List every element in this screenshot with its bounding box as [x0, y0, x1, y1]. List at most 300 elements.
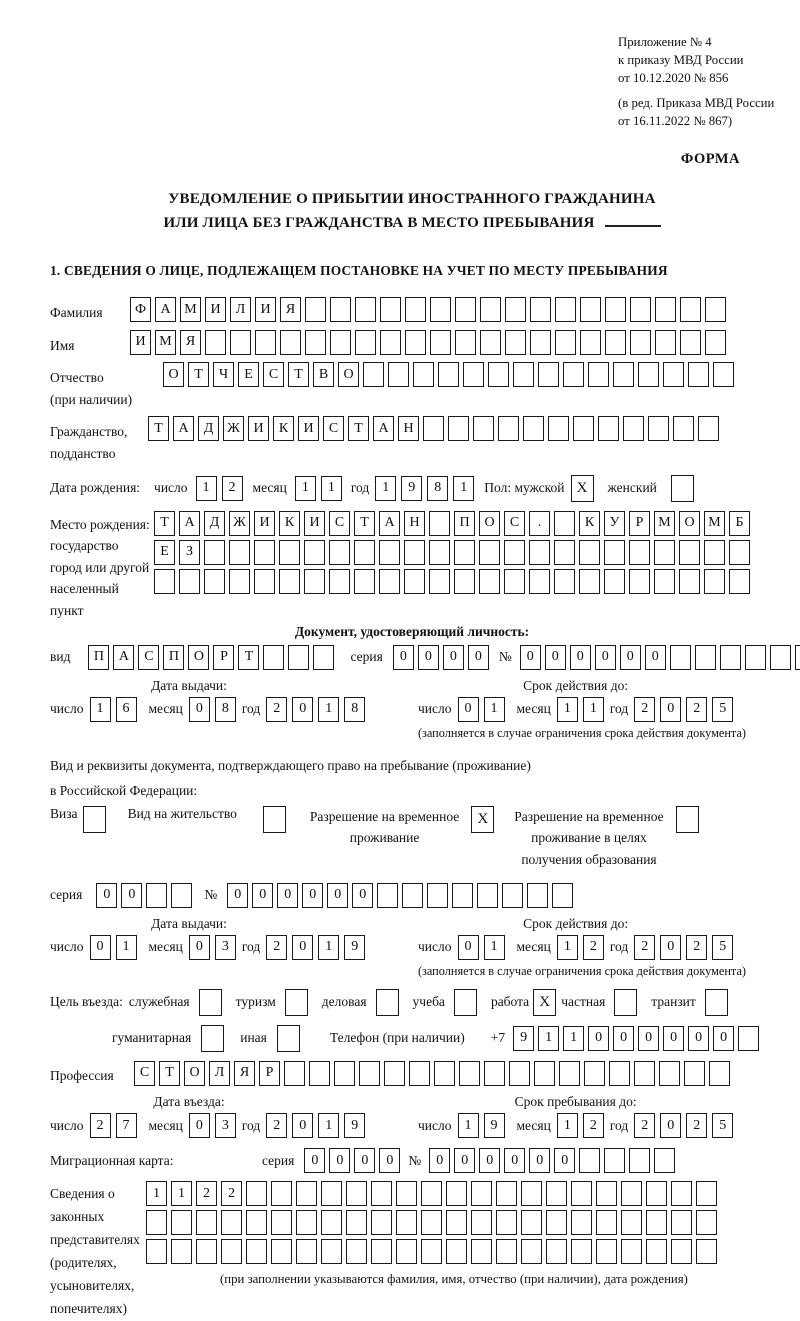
char-box[interactable] [605, 297, 626, 322]
char-box[interactable] [421, 1210, 442, 1235]
purpose-private-checkbox[interactable] [614, 989, 637, 1016]
char-box[interactable] [484, 1061, 505, 1086]
char-box[interactable] [548, 416, 569, 441]
char-box[interactable]: О [338, 362, 359, 387]
char-box[interactable] [454, 569, 475, 594]
char-box[interactable]: 8 [344, 697, 365, 722]
char-box[interactable] [680, 330, 701, 355]
char-box[interactable] [596, 1210, 617, 1235]
char-box[interactable]: 2 [90, 1113, 111, 1138]
purpose-work-checkbox[interactable]: X [533, 989, 556, 1016]
char-box[interactable] [555, 330, 576, 355]
char-box[interactable]: 0 [302, 883, 323, 908]
char-box[interactable] [479, 569, 500, 594]
char-box[interactable] [454, 540, 475, 565]
char-box[interactable]: Я [280, 297, 301, 322]
visa-checkbox[interactable] [83, 806, 106, 833]
char-box[interactable]: Л [209, 1061, 230, 1086]
char-box[interactable] [371, 1181, 392, 1206]
char-box[interactable]: И [254, 511, 275, 536]
char-box[interactable] [305, 297, 326, 322]
char-box[interactable] [421, 1181, 442, 1206]
char-box[interactable] [380, 330, 401, 355]
char-box[interactable] [329, 569, 350, 594]
char-box[interactable] [452, 883, 473, 908]
char-box[interactable]: Р [259, 1061, 280, 1086]
char-box[interactable] [296, 1239, 317, 1264]
char-box[interactable]: К [273, 416, 294, 441]
char-box[interactable]: Р [629, 511, 650, 536]
char-box[interactable]: 1 [295, 476, 316, 501]
char-box[interactable] [630, 330, 651, 355]
char-box[interactable] [695, 645, 716, 670]
char-box[interactable]: Л [230, 297, 251, 322]
char-box[interactable]: Т [288, 362, 309, 387]
char-box[interactable] [171, 883, 192, 908]
char-box[interactable] [496, 1210, 517, 1235]
char-box[interactable] [729, 569, 750, 594]
char-box[interactable]: А [379, 511, 400, 536]
char-box[interactable] [663, 362, 684, 387]
char-box[interactable]: 2 [634, 1113, 655, 1138]
char-box[interactable]: 0 [458, 935, 479, 960]
char-box[interactable] [196, 1210, 217, 1235]
char-box[interactable]: 0 [660, 1113, 681, 1138]
char-box[interactable] [745, 645, 766, 670]
char-box[interactable] [405, 330, 426, 355]
char-box[interactable]: 0 [292, 697, 313, 722]
char-box[interactable]: С [329, 511, 350, 536]
char-box[interactable]: А [113, 645, 134, 670]
char-box[interactable]: 2 [196, 1181, 217, 1206]
char-box[interactable] [271, 1210, 292, 1235]
char-box[interactable]: 9 [401, 476, 422, 501]
char-box[interactable]: М [180, 297, 201, 322]
char-box[interactable] [604, 569, 625, 594]
char-box[interactable]: 1 [557, 935, 578, 960]
char-box[interactable] [284, 1061, 305, 1086]
char-box[interactable] [688, 362, 709, 387]
char-box[interactable] [455, 297, 476, 322]
char-box[interactable]: 1 [458, 1113, 479, 1138]
char-box[interactable] [504, 569, 525, 594]
char-box[interactable]: 8 [427, 476, 448, 501]
char-box[interactable] [271, 1239, 292, 1264]
char-box[interactable]: Н [404, 511, 425, 536]
char-box[interactable]: 0 [189, 697, 210, 722]
char-box[interactable]: Ж [229, 511, 250, 536]
char-box[interactable]: 9 [484, 1113, 505, 1138]
char-box[interactable]: 1 [484, 697, 505, 722]
char-box[interactable] [271, 1181, 292, 1206]
char-box[interactable] [480, 297, 501, 322]
char-box[interactable] [329, 540, 350, 565]
char-box[interactable] [696, 1239, 717, 1264]
char-box[interactable] [429, 569, 450, 594]
char-box[interactable]: 1 [146, 1181, 167, 1206]
char-box[interactable]: 1 [375, 476, 396, 501]
char-box[interactable]: 2 [266, 935, 287, 960]
char-box[interactable]: 0 [393, 645, 414, 670]
char-box[interactable]: С [263, 362, 284, 387]
char-box[interactable]: 0 [660, 697, 681, 722]
char-box[interactable] [279, 540, 300, 565]
char-box[interactable]: 0 [418, 645, 439, 670]
char-box[interactable]: 0 [588, 1026, 609, 1051]
char-box[interactable] [380, 297, 401, 322]
char-box[interactable]: М [155, 330, 176, 355]
char-box[interactable] [629, 1148, 650, 1173]
char-box[interactable] [527, 883, 548, 908]
char-box[interactable] [205, 330, 226, 355]
char-box[interactable]: 0 [379, 1148, 400, 1173]
char-box[interactable] [496, 1181, 517, 1206]
char-box[interactable] [363, 362, 384, 387]
char-box[interactable] [638, 362, 659, 387]
char-box[interactable] [179, 569, 200, 594]
char-box[interactable] [346, 1181, 367, 1206]
char-box[interactable]: 0 [660, 935, 681, 960]
char-box[interactable]: 0 [638, 1026, 659, 1051]
char-box[interactable] [473, 416, 494, 441]
char-box[interactable] [621, 1239, 642, 1264]
char-box[interactable] [621, 1181, 642, 1206]
char-box[interactable] [334, 1061, 355, 1086]
char-box[interactable] [559, 1061, 580, 1086]
char-box[interactable] [296, 1210, 317, 1235]
char-box[interactable] [446, 1210, 467, 1235]
char-box[interactable] [171, 1239, 192, 1264]
char-box[interactable] [521, 1210, 542, 1235]
char-box[interactable] [579, 1148, 600, 1173]
char-box[interactable]: 2 [266, 1113, 287, 1138]
char-box[interactable] [402, 883, 423, 908]
char-box[interactable] [496, 1239, 517, 1264]
char-box[interactable] [738, 1026, 759, 1051]
purpose-study-checkbox[interactable] [454, 989, 477, 1016]
char-box[interactable] [654, 1148, 675, 1173]
char-box[interactable]: К [579, 511, 600, 536]
purpose-other-checkbox[interactable] [277, 1025, 300, 1052]
char-box[interactable] [488, 362, 509, 387]
temp-residence-checkbox[interactable]: X [471, 806, 494, 833]
char-box[interactable] [371, 1210, 392, 1235]
char-box[interactable] [404, 569, 425, 594]
char-box[interactable]: И [248, 416, 269, 441]
char-box[interactable] [646, 1181, 667, 1206]
char-box[interactable] [263, 645, 284, 670]
char-box[interactable]: 0 [121, 883, 142, 908]
char-box[interactable] [330, 330, 351, 355]
char-box[interactable] [654, 569, 675, 594]
char-box[interactable] [546, 1210, 567, 1235]
char-box[interactable]: 8 [215, 697, 236, 722]
char-box[interactable]: А [155, 297, 176, 322]
char-box[interactable] [680, 297, 701, 322]
char-box[interactable]: 0 [468, 645, 489, 670]
char-box[interactable] [409, 1061, 430, 1086]
char-box[interactable] [196, 1239, 217, 1264]
char-box[interactable]: О [479, 511, 500, 536]
char-box[interactable]: 7 [116, 1113, 137, 1138]
char-box[interactable]: А [179, 511, 200, 536]
char-box[interactable] [221, 1239, 242, 1264]
char-box[interactable]: 5 [712, 935, 733, 960]
char-box[interactable] [530, 330, 551, 355]
temp-residence-education-checkbox[interactable] [676, 806, 699, 833]
char-box[interactable] [459, 1061, 480, 1086]
char-box[interactable]: Т [238, 645, 259, 670]
char-box[interactable] [579, 569, 600, 594]
char-box[interactable]: 0 [252, 883, 273, 908]
char-box[interactable] [534, 1061, 555, 1086]
char-box[interactable] [477, 883, 498, 908]
char-box[interactable]: 0 [554, 1148, 575, 1173]
char-box[interactable] [355, 297, 376, 322]
char-box[interactable]: 0 [620, 645, 641, 670]
char-box[interactable] [146, 1210, 167, 1235]
char-box[interactable]: 0 [96, 883, 117, 908]
char-box[interactable]: О [163, 362, 184, 387]
char-box[interactable]: И [205, 297, 226, 322]
char-box[interactable] [504, 540, 525, 565]
char-box[interactable]: 0 [327, 883, 348, 908]
char-box[interactable] [423, 416, 444, 441]
char-box[interactable] [429, 511, 450, 536]
char-box[interactable]: Ф [130, 297, 151, 322]
char-box[interactable] [555, 297, 576, 322]
char-box[interactable] [171, 1210, 192, 1235]
char-box[interactable] [309, 1061, 330, 1086]
char-box[interactable] [429, 540, 450, 565]
char-box[interactable] [604, 1148, 625, 1173]
char-box[interactable] [421, 1239, 442, 1264]
char-box[interactable] [646, 1239, 667, 1264]
char-box[interactable]: Е [154, 540, 175, 565]
char-box[interactable]: Т [348, 416, 369, 441]
char-box[interactable]: Д [204, 511, 225, 536]
char-box[interactable] [396, 1239, 417, 1264]
char-box[interactable]: О [184, 1061, 205, 1086]
char-box[interactable] [629, 569, 650, 594]
char-box[interactable] [613, 362, 634, 387]
char-box[interactable] [546, 1239, 567, 1264]
char-box[interactable] [573, 416, 594, 441]
char-box[interactable]: У [604, 511, 625, 536]
char-box[interactable] [313, 645, 334, 670]
char-box[interactable]: О [188, 645, 209, 670]
char-box[interactable] [430, 297, 451, 322]
char-box[interactable]: Т [354, 511, 375, 536]
char-box[interactable]: 1 [557, 1113, 578, 1138]
char-box[interactable] [204, 540, 225, 565]
char-box[interactable]: 1 [318, 1113, 339, 1138]
char-box[interactable] [229, 569, 250, 594]
char-box[interactable] [655, 297, 676, 322]
char-box[interactable] [446, 1239, 467, 1264]
char-box[interactable]: П [163, 645, 184, 670]
char-box[interactable] [405, 297, 426, 322]
char-box[interactable]: 2 [634, 935, 655, 960]
char-box[interactable] [673, 416, 694, 441]
char-box[interactable] [254, 540, 275, 565]
char-box[interactable] [254, 569, 275, 594]
char-box[interactable]: С [134, 1061, 155, 1086]
char-box[interactable] [471, 1239, 492, 1264]
char-box[interactable] [713, 362, 734, 387]
char-box[interactable]: 1 [538, 1026, 559, 1051]
char-box[interactable] [379, 569, 400, 594]
sex-male-checkbox[interactable]: X [571, 475, 594, 502]
char-box[interactable]: 0 [429, 1148, 450, 1173]
char-box[interactable] [623, 416, 644, 441]
char-box[interactable]: 0 [352, 883, 373, 908]
char-box[interactable]: П [454, 511, 475, 536]
char-box[interactable] [770, 645, 791, 670]
char-box[interactable] [546, 1181, 567, 1206]
char-box[interactable] [296, 1181, 317, 1206]
char-box[interactable]: 0 [90, 935, 111, 960]
char-box[interactable]: 0 [595, 645, 616, 670]
char-box[interactable]: В [313, 362, 334, 387]
char-box[interactable] [571, 1239, 592, 1264]
char-box[interactable] [434, 1061, 455, 1086]
char-box[interactable]: Е [238, 362, 259, 387]
char-box[interactable] [355, 330, 376, 355]
char-box[interactable]: 0 [504, 1148, 525, 1173]
char-box[interactable]: Т [159, 1061, 180, 1086]
char-box[interactable] [705, 330, 726, 355]
char-box[interactable]: О [679, 511, 700, 536]
purpose-business-checkbox[interactable] [376, 989, 399, 1016]
char-box[interactable] [304, 569, 325, 594]
char-box[interactable] [471, 1181, 492, 1206]
char-box[interactable] [377, 883, 398, 908]
char-box[interactable] [596, 1181, 617, 1206]
char-box[interactable]: 0 [545, 645, 566, 670]
residence-permit-checkbox[interactable] [263, 806, 286, 833]
purpose-humanitarian-checkbox[interactable] [201, 1025, 224, 1052]
char-box[interactable]: 2 [583, 935, 604, 960]
char-box[interactable] [659, 1061, 680, 1086]
char-box[interactable] [580, 297, 601, 322]
char-box[interactable] [634, 1061, 655, 1086]
char-box[interactable] [359, 1061, 380, 1086]
char-box[interactable]: 1 [583, 697, 604, 722]
char-box[interactable]: 0 [443, 645, 464, 670]
char-box[interactable]: 1 [196, 476, 217, 501]
char-box[interactable] [698, 416, 719, 441]
char-box[interactable] [146, 883, 167, 908]
char-box[interactable]: 2 [686, 1113, 707, 1138]
purpose-tourism-checkbox[interactable] [285, 989, 308, 1016]
char-box[interactable]: 1 [484, 935, 505, 960]
char-box[interactable] [448, 416, 469, 441]
char-box[interactable] [288, 645, 309, 670]
char-box[interactable]: 1 [563, 1026, 584, 1051]
char-box[interactable] [571, 1210, 592, 1235]
char-box[interactable]: Т [188, 362, 209, 387]
char-box[interactable] [379, 540, 400, 565]
char-box[interactable] [621, 1210, 642, 1235]
char-box[interactable]: 2 [221, 1181, 242, 1206]
char-box[interactable] [554, 569, 575, 594]
char-box[interactable]: 5 [712, 1113, 733, 1138]
char-box[interactable]: Н [398, 416, 419, 441]
char-box[interactable]: 0 [277, 883, 298, 908]
char-box[interactable]: 0 [189, 935, 210, 960]
char-box[interactable] [571, 1181, 592, 1206]
char-box[interactable] [255, 330, 276, 355]
char-box[interactable]: 1 [453, 476, 474, 501]
char-box[interactable]: . [529, 511, 550, 536]
char-box[interactable] [321, 1239, 342, 1264]
char-box[interactable] [513, 362, 534, 387]
char-box[interactable]: 0 [529, 1148, 550, 1173]
char-box[interactable] [371, 1239, 392, 1264]
char-box[interactable]: 2 [686, 935, 707, 960]
char-box[interactable]: Р [213, 645, 234, 670]
char-box[interactable] [305, 330, 326, 355]
char-box[interactable] [279, 569, 300, 594]
char-box[interactable] [354, 569, 375, 594]
char-box[interactable] [427, 883, 448, 908]
char-box[interactable] [413, 362, 434, 387]
char-box[interactable] [529, 569, 550, 594]
char-box[interactable]: Я [180, 330, 201, 355]
char-box[interactable] [446, 1181, 467, 1206]
char-box[interactable]: Ч [213, 362, 234, 387]
char-box[interactable] [671, 1181, 692, 1206]
char-box[interactable] [246, 1210, 267, 1235]
char-box[interactable]: Б [729, 511, 750, 536]
char-box[interactable]: И [130, 330, 151, 355]
char-box[interactable] [304, 540, 325, 565]
char-box[interactable]: 2 [266, 697, 287, 722]
char-box[interactable] [321, 1210, 342, 1235]
char-box[interactable]: К [279, 511, 300, 536]
char-box[interactable] [696, 1210, 717, 1235]
purpose-transit-checkbox[interactable] [705, 989, 728, 1016]
char-box[interactable]: 9 [513, 1026, 534, 1051]
char-box[interactable]: 0 [354, 1148, 375, 1173]
char-box[interactable]: А [173, 416, 194, 441]
char-box[interactable]: 0 [645, 645, 666, 670]
char-box[interactable]: С [138, 645, 159, 670]
char-box[interactable] [230, 330, 251, 355]
char-box[interactable] [598, 416, 619, 441]
char-box[interactable] [246, 1239, 267, 1264]
char-box[interactable] [671, 1239, 692, 1264]
char-box[interactable]: 0 [479, 1148, 500, 1173]
char-box[interactable] [630, 297, 651, 322]
char-box[interactable]: 2 [686, 697, 707, 722]
char-box[interactable] [479, 540, 500, 565]
char-box[interactable]: 1 [90, 697, 111, 722]
char-box[interactable] [246, 1181, 267, 1206]
char-box[interactable]: 0 [570, 645, 591, 670]
char-box[interactable]: 0 [613, 1026, 634, 1051]
char-box[interactable] [605, 330, 626, 355]
char-box[interactable]: Т [148, 416, 169, 441]
char-box[interactable] [346, 1239, 367, 1264]
char-box[interactable] [330, 297, 351, 322]
char-box[interactable] [554, 540, 575, 565]
char-box[interactable] [646, 1210, 667, 1235]
char-box[interactable] [679, 569, 700, 594]
char-box[interactable] [609, 1061, 630, 1086]
char-box[interactable] [498, 416, 519, 441]
